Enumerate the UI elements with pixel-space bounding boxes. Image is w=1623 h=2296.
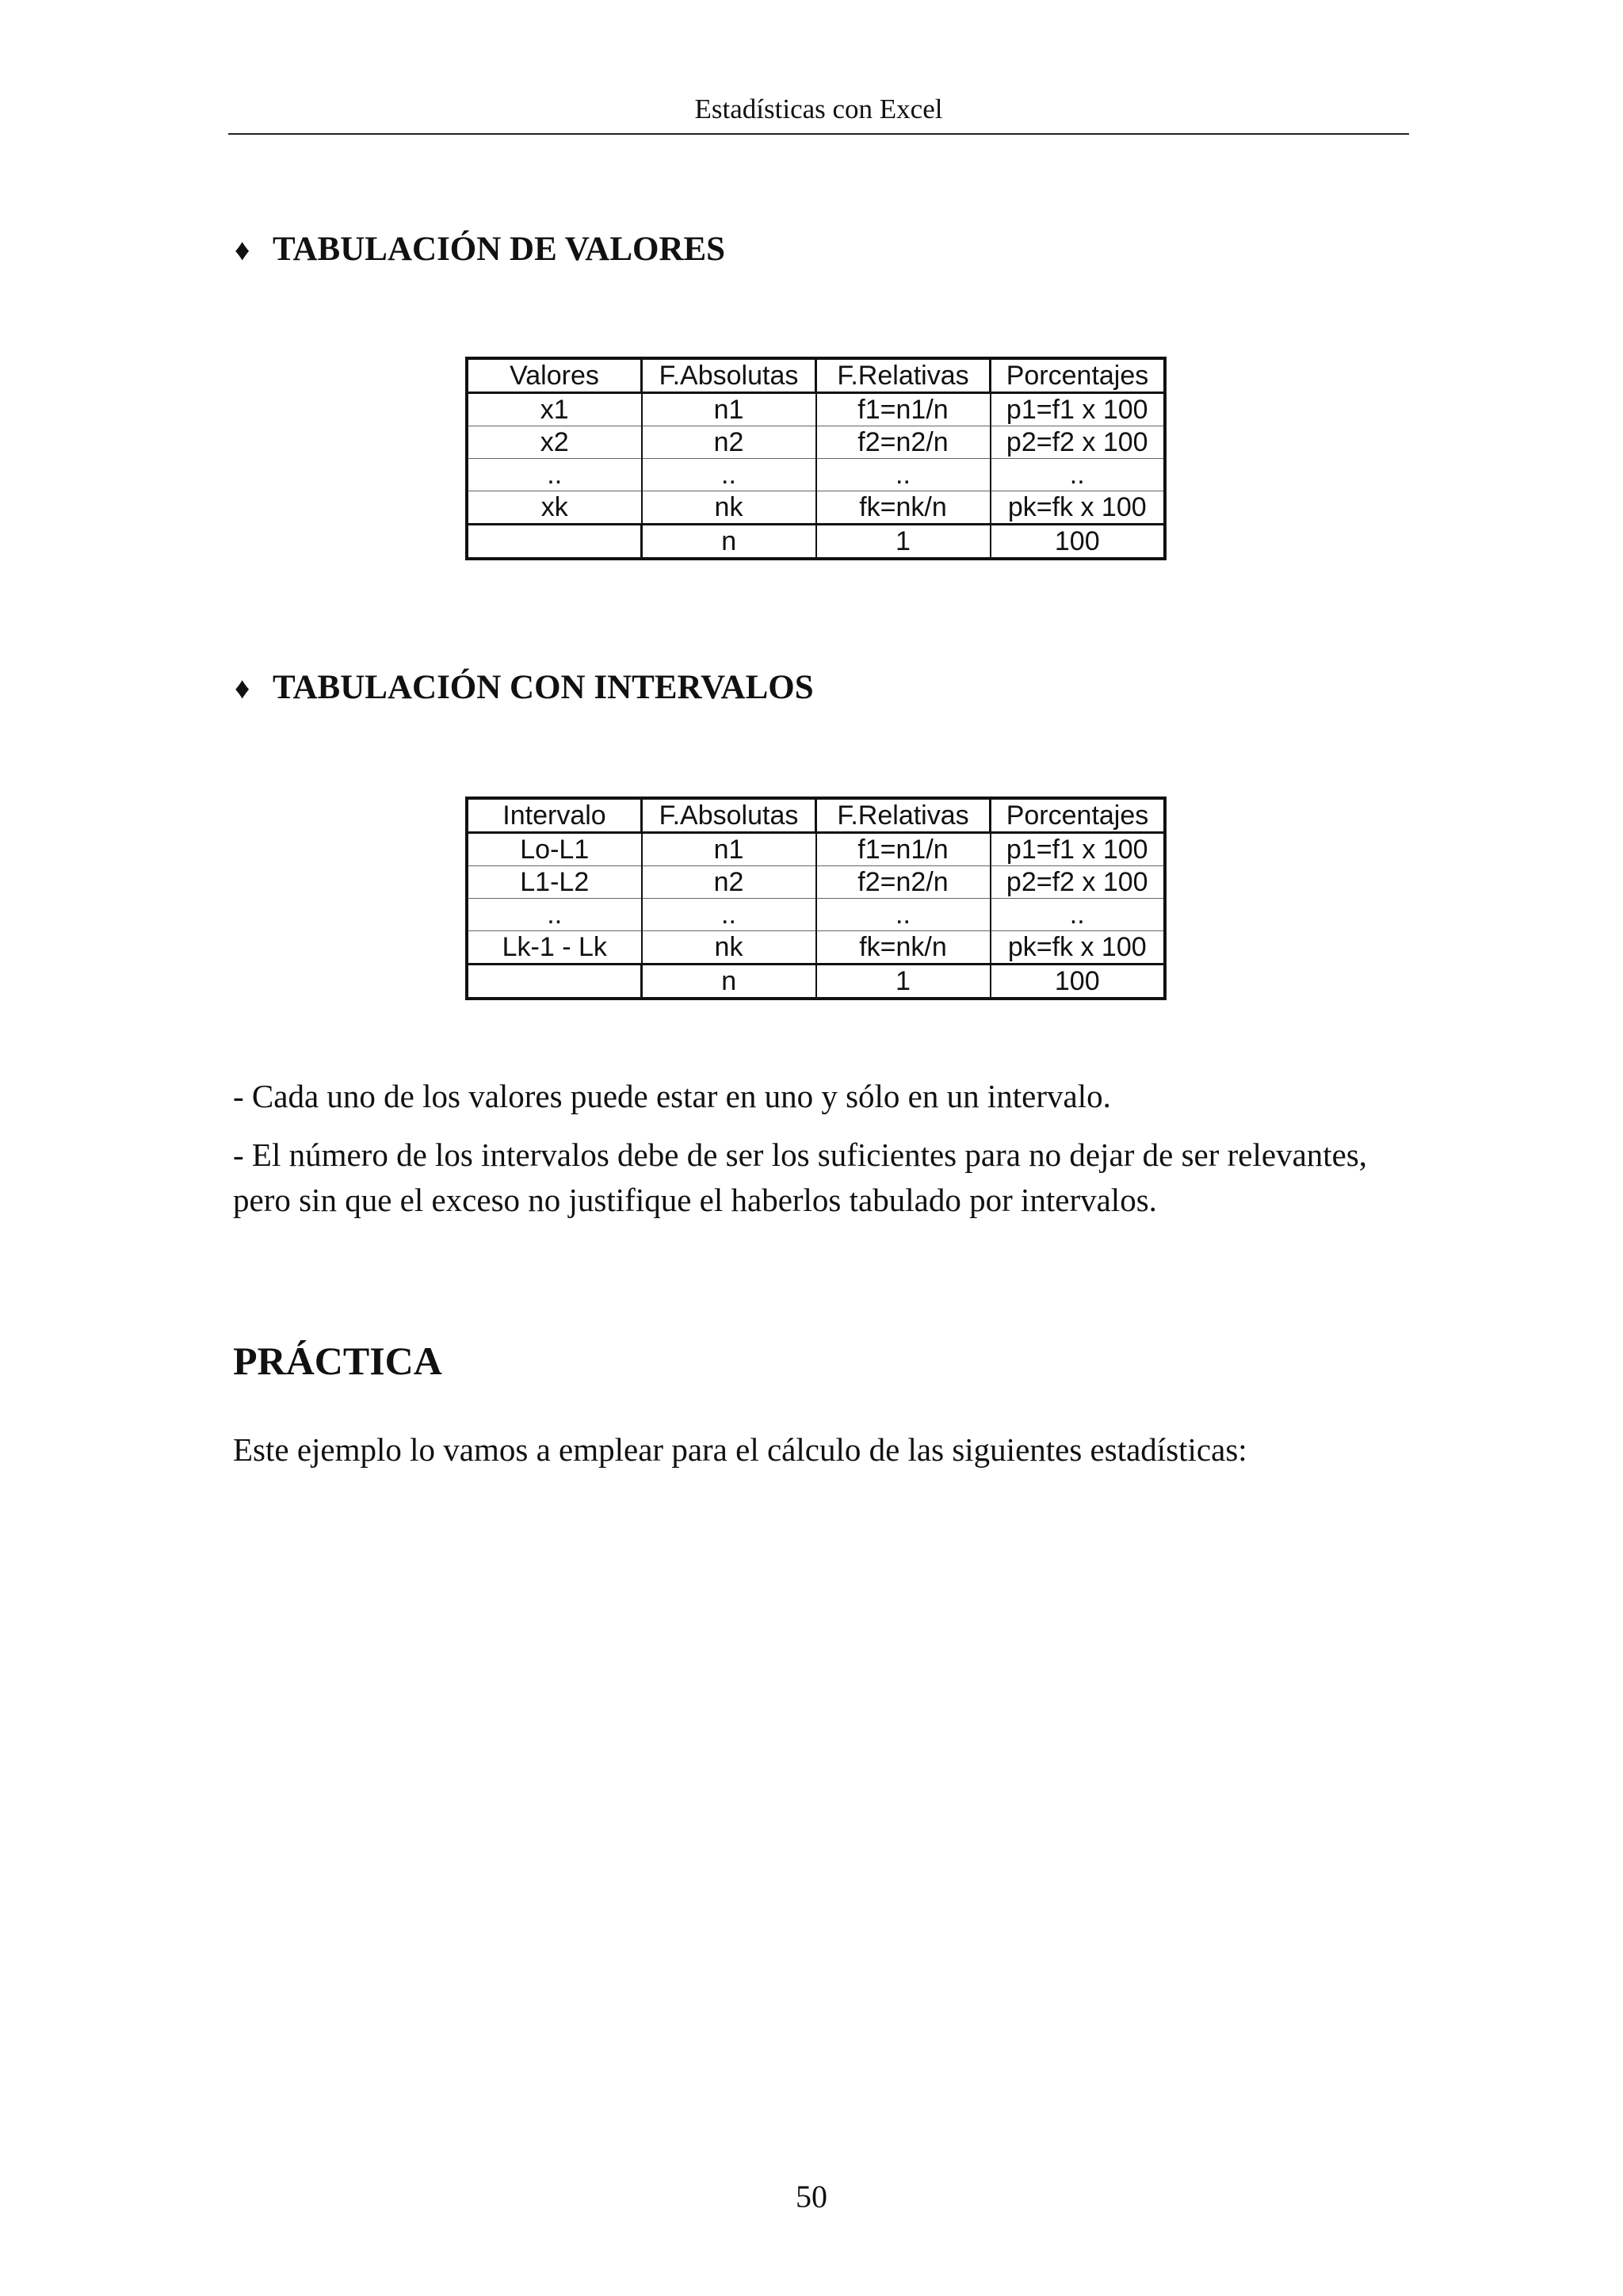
diamond-bullet-icon: ♦ [235,234,250,267]
table-cell: .. [991,459,1166,491]
column-header: Valores [467,358,642,393]
column-header: F.Absolutas [642,798,816,833]
tabulation-intervals-table [465,797,1167,1000]
column-header: F.Relativas [816,798,991,833]
total-cell: n [642,965,816,999]
table-cell: n2 [642,426,816,459]
table-cell: x2 [467,426,642,459]
table-cell: .. [991,899,1166,931]
section-heading-intervalos [235,668,814,707]
table-cell: p2=f2 x 100 [991,426,1166,459]
table-cell: nk [642,931,816,965]
column-header: Porcentajes [991,798,1166,833]
table-cell: x1 [467,393,642,426]
table-cell: .. [816,459,991,491]
table-cell-blank [467,965,642,999]
diamond-bullet-icon: ♦ [235,672,250,705]
column-header: Intervalo [467,798,642,833]
table-cell: n1 [642,833,816,866]
table-cell: .. [642,459,816,491]
header-rule [228,133,1409,135]
table-row [467,426,1165,459]
table-cell: n1 [642,393,816,426]
section-heading-valores [235,230,725,269]
table-totals-row [467,965,1165,999]
section-heading-text: TABULACIÓN DE VALORES [273,231,726,268]
table-cell: L1-L2 [467,866,642,899]
table-cell: .. [467,459,642,491]
table-row [467,899,1165,931]
table-row [467,491,1165,525]
table-row [467,459,1165,491]
table-cell: .. [642,899,816,931]
table-cell: fk=nk/n [816,491,991,525]
table-cell: Lk-1 - Lk [467,931,642,965]
table-row [467,866,1165,899]
total-cell: 1 [816,965,991,999]
table-header-row [467,798,1165,833]
table-cell: xk [467,491,642,525]
table-cell: n2 [642,866,816,899]
total-cell: n [642,525,816,560]
table-cell: p2=f2 x 100 [991,866,1166,899]
table-cell: fk=nk/n [816,931,991,965]
table-cell: .. [467,899,642,931]
table-cell: Lo-L1 [467,833,642,866]
table-totals-row [467,525,1165,560]
note-paragraph: - El número de los intervalos debe de ser los suficientes para no dejar de ser relevantes, pero sin que el exceso no justifique el haberlos tabulado por intervalos. [233,1137,1368,1218]
table-cell: pk=fk x 100 [991,931,1166,965]
table-cell: f2=n2/n [816,426,991,459]
table-cell: f2=n2/n [816,866,991,899]
table-header-row [467,358,1165,393]
total-cell: 1 [816,525,991,560]
column-header: Porcentajes [991,358,1166,393]
table-cell: p1=f1 x 100 [991,393,1166,426]
column-header: F.Absolutas [642,358,816,393]
table-cell-blank [467,525,642,560]
page-number: 50 [796,2179,827,2214]
table-cell: f1=n1/n [816,833,991,866]
note-paragraph: - Cada uno de los valores puede estar en uno y sólo en un intervalo. [233,1078,1111,1114]
section-heading-text: TABULACIÓN CON INTERVALOS [273,669,814,706]
tabulation-values-table [465,357,1167,560]
table-row [467,393,1165,426]
running-header: Estadísticas con Excel [694,94,943,124]
table-cell: nk [642,491,816,525]
practice-intro: Este ejemplo lo vamos a emplear para el cálculo de las siguientes estadísticas: [233,1431,1247,1468]
table-cell: pk=fk x 100 [991,491,1166,525]
table-cell: .. [816,899,991,931]
column-header: F.Relativas [816,358,991,393]
total-cell: 100 [991,525,1166,560]
table-row [467,931,1165,965]
table-cell: f1=n1/n [816,393,991,426]
table-cell: p1=f1 x 100 [991,833,1166,866]
table-row [467,833,1165,866]
practice-title: PRÁCTICA [233,1339,442,1383]
total-cell: 100 [991,965,1166,999]
